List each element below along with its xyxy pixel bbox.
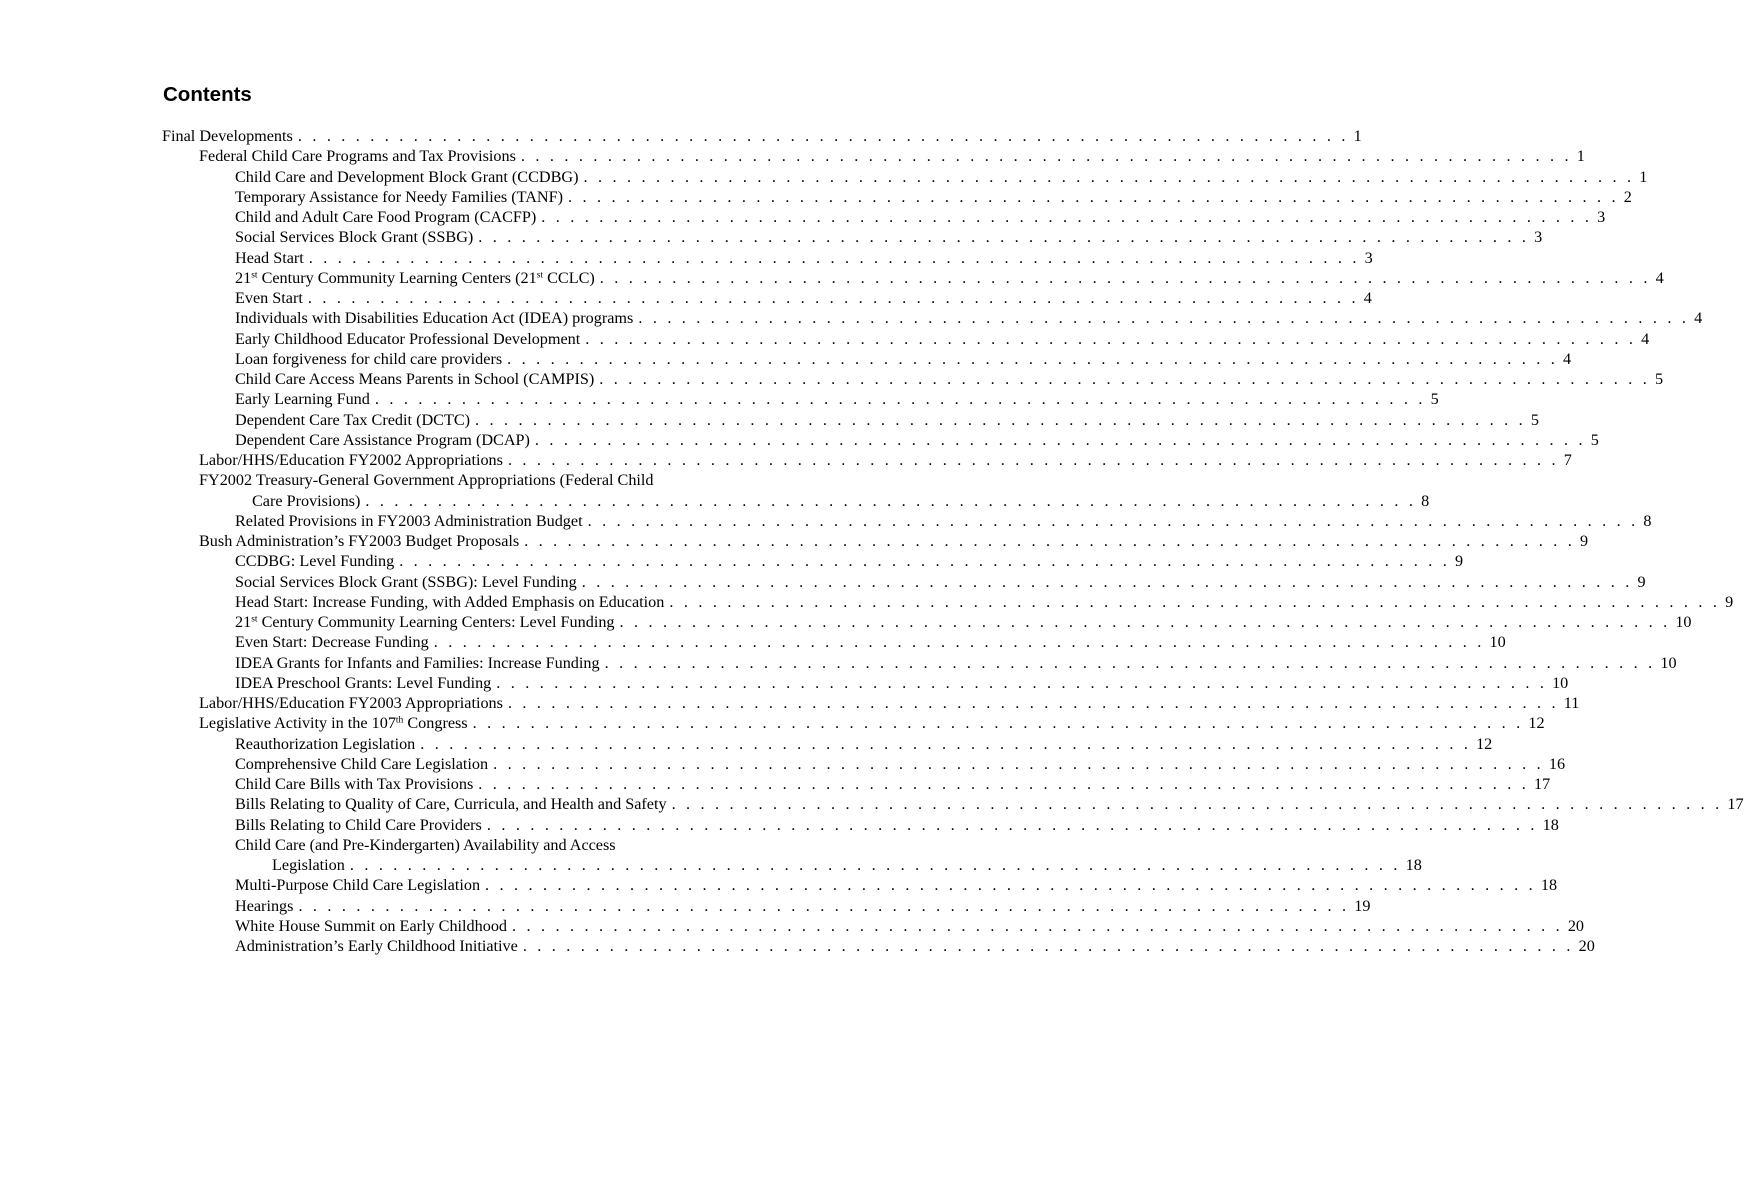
toc-entry-continuation[interactable]: [162, 855, 1422, 875]
toc-entry-page-number: 9: [1725, 592, 1734, 611]
toc-entry-page-number: 7: [1563, 451, 1572, 469]
toc-entry-page-number: 17: [1727, 795, 1744, 814]
toc-entry-title: Loan forgiveness for child care providers: [235, 349, 503, 368]
table-of-contents: [162, 126, 1744, 956]
toc-entry-title: 21st Century Community Learning Centers (21st CCLC): [235, 268, 595, 287]
dot-leader: . . . . . . . . . . . . . . . . . . . . . . . . . . . . . . . . . . . . . . . . . . . . . . . . . . . . . . . . . . . . . . . . . . . . . . . . .: [534, 430, 1586, 449]
contents-heading: Contents: [163, 83, 252, 106]
toc-entry-title: Social Services Block Grant (SSBG): [235, 228, 474, 247]
dot-leader: . . . . . . . . . . . . . . . . . . . . . . . . . . . . . . . . . . . . . . . . . . . . . . . . . . . . . . . . . . . . . . . . . . . . . . . . .: [524, 532, 1575, 550]
dot-leader: . . . . . . . . . . . . . . . . . . . . . . . . . . . . . . . . . . . . . . . . . . . . . . . . . . . . . . . . . . . . . . . . . . . . . . . . .: [478, 228, 1530, 247]
toc-entry-title: Bills Relating to Child Care Providers: [235, 815, 482, 834]
toc-entry[interactable]: [162, 146, 1585, 166]
dot-leader: . . . . . . . . . . . . . . . . . . . . . . . . . . . . . . . . . . . . . . . . . . . . . . . . . . . . . . . . . . . . . . . . . . . . . . . . .: [507, 694, 1559, 712]
toc-entry-page-number: 1: [1576, 147, 1585, 166]
dot-leader: . . . . . . . . . . . . . . . . . . . . . . . . . . . . . . . . . . . . . . . . . . . . . . . . . . . . . . . . . . . . . . . . . . . . . . . . .: [485, 876, 1536, 895]
toc-entry[interactable]: [162, 572, 1646, 592]
toc-entry-page-number: 2: [1623, 187, 1632, 206]
dot-leader: . . . . . . . . . . . . . . . . . . . . . . . . . . . . . . . . . . . . . . . . . . . . . . . . . . . . . . . . . . . . . . . . . . . . . . . . .: [507, 349, 1558, 368]
dot-leader: . . . . . . . . . . . . . . . . . . . . . . . . . . . . . . . . . . . . . . . . . . . . . . . . . . . . . . . . . . . . . . . . . . . . . . . . .: [567, 187, 1619, 206]
toc-entry[interactable]: [162, 875, 1558, 895]
dot-leader: . . . . . . . . . . . . . . . . . . . . . . . . . . . . . . . . . . . . . . . . . . . . . . . . . . . . . . . . . . . . . . . . . . . . . . . . .: [472, 714, 1524, 733]
dot-leader: . . . . . . . . . . . . . . . . . . . . . . . . . . . . . . . . . . . . . . . . . . . . . . . . . . . . . . . . . . . . . . . . . . . . . . . . .: [298, 896, 1350, 915]
toc-entry-page-number: 3: [1534, 228, 1543, 247]
toc-entry-page-number: 3: [1364, 248, 1373, 267]
toc-entry-title: IDEA Grants for Infants and Families: Increase Funding: [235, 653, 600, 672]
toc-entry[interactable]: [162, 369, 1664, 389]
dot-leader: . . . . . . . . . . . . . . . . . . . . . . . . . . . . . . . . . . . . . . . . . . . . . . . . . . . . . . . . . . . . . . . . . . . . . . . . .: [507, 451, 1559, 469]
toc-entry-page-number: 4: [1641, 329, 1650, 348]
toc-entry[interactable]: [162, 896, 1371, 916]
dot-leader: . . . . . . . . . . . . . . . . . . . . . . . . . . . . . . . . . . . . . . . . . . . . . . . . . . . . . . . . . . . . . . . . . . . . . . . . .: [599, 268, 1651, 287]
dot-leader: . . . . . . . . . . . . . . . . . . . . . . . . . . . . . . . . . . . . . . . . . . . . . . . . . . . . . . . . . . . . . . . . . . . . . . . . .: [520, 147, 1572, 166]
dot-leader: . . . . . . . . . . . . . . . . . . . . . . . . . . . . . . . . . . . . . . . . . . . . . . . . . . . . . . . . . . . . . . . . . . . . . . . . .: [638, 309, 1690, 328]
toc-entry-page-number: 18: [1405, 856, 1422, 874]
toc-entry-title: Child Care Access Means Parents in School (CAMPIS): [235, 370, 595, 388]
toc-entry-page-number: 5: [1430, 390, 1439, 409]
dot-leader: . . . . . . . . . . . . . . . . . . . . . . . . . . . . . . . . . . . . . . . . . . . . . . . . . . . . . . . . . . . . . . . . . . . . . . . . .: [349, 856, 1401, 874]
toc-entry-title: Head Start: Increase Funding, with Added Emphasis on Education: [235, 592, 665, 611]
toc-entry-title: FY2002 Treasury-General Government Appropriations (Federal Child: [199, 471, 654, 490]
toc-entry[interactable]: [162, 916, 1585, 936]
dot-leader: . . . . . . . . . . . . . . . . . . . . . . . . . . . . . . . . . . . . . . . . . . . . . . . . . . . . . . . . . . . . . . . . . . . . . . . . .: [583, 167, 1635, 186]
toc-entry-title: Individuals with Disabilities Education Act (IDEA) programs: [235, 309, 634, 328]
toc-entry[interactable]: [162, 308, 1703, 328]
dot-leader: . . . . . . . . . . . . . . . . . . . . . . . . . . . . . . . . . . . . . . . . . . . . . . . . . . . . . . . . . . . . . . . . . . . . . . . . .: [522, 937, 1574, 955]
toc-entry-page-number: 5: [1530, 410, 1539, 429]
toc-entry-page-number: 12: [1528, 714, 1545, 733]
toc-entry-title: Labor/HHS/Education FY2002 Appropriations: [199, 451, 503, 469]
toc-entry-page-number: 18: [1542, 815, 1559, 834]
toc-entry-page-number: 1: [1639, 167, 1648, 186]
toc-entry-title: Legislation: [272, 856, 345, 874]
toc-entry[interactable]: [162, 410, 1539, 430]
toc-entry-title: Care Provisions): [252, 491, 361, 510]
toc-entry[interactable]: [162, 268, 1664, 288]
toc-entry-page-number: 9: [1637, 572, 1646, 591]
toc-entry-title: Related Provisions in FY2003 Administration Budget: [235, 511, 583, 530]
toc-entry[interactable]: [162, 126, 1362, 146]
dot-leader: . . . . . . . . . . . . . . . . . . . . . . . . . . . . . . . . . . . . . . . . . . . . . . . . . . . . . . . . . . . . . . . . . . . . . . . . .: [585, 329, 1637, 348]
toc-entry[interactable]: [162, 754, 1566, 774]
toc-entry[interactable]: [162, 450, 1572, 470]
toc-entry-title: Reauthorization Legislation: [235, 734, 416, 753]
dot-leader: . . . . . . . . . . . . . . . . . . . . . . . . . . . . . . . . . . . . . . . . . . . . . . . . . . . . . . . . . . . . . . . . . . . . . . . . .: [619, 613, 1671, 631]
toc-entry[interactable]: [162, 551, 1464, 571]
toc-entry-page-number: 1: [1353, 127, 1362, 145]
dot-leader: . . . . . . . . . . . . . . . . . . . . . . . . . . . . . . . . . . . . . . . . . . . . . . . . . . . . . . . . . . . . . . . . . . . . . . . . .: [365, 491, 1417, 510]
dot-leader: . . . . . . . . . . . . . . . . . . . . . . . . . . . . . . . . . . . . . . . . . . . . . . . . . . . . . . . . . . . . . . . . . . . . . . . . .: [512, 916, 1563, 935]
toc-entry-title: Dependent Care Tax Credit (DCTC): [235, 410, 471, 429]
toc-entry[interactable]: [162, 349, 1572, 369]
toc-entry-title: Even Start: [235, 289, 303, 307]
toc-entry-continuation[interactable]: [162, 491, 1430, 511]
toc-entry-title: Administration’s Early Childhood Initiative: [235, 937, 518, 955]
dot-leader: . . . . . . . . . . . . . . . . . . . . . . . . . . . . . . . . . . . . . . . . . . . . . . . . . . . . . . . . . . . . . . . . . . . . . . . . .: [297, 127, 1349, 145]
toc-entry-title: Labor/HHS/Education FY2003 Appropriations: [199, 694, 503, 712]
toc-entry[interactable]: [162, 734, 1493, 754]
toc-entry-page-number: 17: [1534, 775, 1551, 793]
toc-entry-title: Even Start: Decrease Funding: [235, 633, 429, 652]
toc-entry[interactable]: [162, 774, 1551, 794]
toc-entry[interactable]: [162, 187, 1632, 207]
toc-entry-page-number: 20: [1578, 937, 1595, 955]
toc-entry-page-number: 10: [1660, 653, 1677, 672]
toc-entry-page-number: 10: [1552, 673, 1569, 692]
toc-entry[interactable]: [162, 835, 758, 855]
toc-entry-title: Hearings: [235, 896, 294, 915]
toc-entry-title: Legislative Activity in the 107th Congress: [199, 714, 468, 733]
toc-entry-page-number: 5: [1590, 430, 1599, 449]
dot-leader: . . . . . . . . . . . . . . . . . . . . . . . . . . . . . . . . . . . . . . . . . . . . . . . . . . . . . . . . . . . . . . . . . . . . . . . . .: [671, 795, 1723, 814]
toc-entry-page-number: 19: [1354, 896, 1371, 915]
dot-leader: . . . . . . . . . . . . . . . . . . . . . . . . . . . . . . . . . . . . . . . . . . . . . . . . . . . . . . . . . . . . . . . . . . . . . . . . .: [420, 734, 1472, 753]
toc-entry-title: Bush Administration’s FY2003 Budget Proposals: [199, 532, 520, 550]
toc-entry-title: Early Childhood Educator Professional Development: [235, 329, 581, 348]
toc-entry-title: 21st Century Community Learning Centers: Level Funding: [235, 613, 615, 631]
toc-entry-title: Bills Relating to Quality of Care, Curricula, and Health and Safety: [235, 795, 667, 814]
toc-entry-title: Child Care and Development Block Grant (CCDBG): [235, 167, 579, 186]
toc-entry-title: Early Learning Fund: [235, 390, 370, 409]
dot-leader: . . . . . . . . . . . . . . . . . . . . . . . . . . . . . . . . . . . . . . . . . . . . . . . . . . . . . . . . . . . . . . . . . . . . . . . . .: [496, 673, 1548, 692]
dot-leader: . . . . . . . . . . . . . . . . . . . . . . . . . . . . . . . . . . . . . . . . . . . . . . . . . . . . . . . . . . . . . . . . . . . . . . . . .: [493, 754, 1544, 773]
toc-entry-page-number: 10: [1675, 613, 1692, 631]
toc-entry-title: CCDBG: Level Funding: [235, 552, 395, 571]
dot-leader: . . . . . . . . . . . . . . . . . . . . . . . . . . . . . . . . . . . . . . . . . . . . . . . . . . . . . . . . . . . . . . . . . . . . . . . . .: [475, 410, 1526, 429]
toc-entry-title: Temporary Assistance for Needy Families (TANF): [235, 187, 563, 206]
toc-entry-title: Federal Child Care Programs and Tax Provisions: [199, 147, 516, 166]
toc-entry-title: IDEA Preschool Grants: Level Funding: [235, 673, 492, 692]
toc-entry[interactable]: [162, 207, 1606, 227]
toc-entry[interactable]: [162, 511, 1652, 531]
toc-entry-title: Child Care (and Pre-Kindergarten) Availability and Access: [235, 835, 616, 854]
toc-entry[interactable]: [162, 389, 1439, 409]
toc-entry[interactable]: [162, 167, 1648, 187]
dot-leader: . . . . . . . . . . . . . . . . . . . . . . . . . . . . . . . . . . . . . . . . . . . . . . . . . . . . . . . . . . . . . . . . . . . . . . . . .: [541, 208, 1593, 226]
dot-leader: . . . . . . . . . . . . . . . . . . . . . . . . . . . . . . . . . . . . . . . . . . . . . . . . . . . . . . . . . . . . . . . . . . . . . . . . .: [486, 815, 1538, 834]
dot-leader: . . . . . . . . . . . . . . . . . . . . . . . . . . . . . . . . . . . . . . . . . . . . . . . . . . . . . . . . . . . . . . . . . . . . . . . . .: [307, 289, 1359, 307]
dot-leader: . . . . . . . . . . . . . . . . . . . . . . . . . . . . . . . . . . . . . . . . . . . . . . . . . . . . . . . . . . . . . . . . . . . . . . . . .: [399, 552, 1450, 571]
toc-entry-title: Final Developments: [162, 127, 293, 145]
toc-entry-page-number: 16: [1548, 754, 1566, 773]
toc-entry-page-number: 4: [1694, 309, 1703, 328]
dot-leader: . . . . . . . . . . . . . . . . . . . . . . . . . . . . . . . . . . . . . . . . . . . . . . . . . . . . . . . . . . . . . . . . . . . . . . . . .: [604, 653, 1656, 672]
dot-leader: . . . . . . . . . . . . . . . . . . . . . . . . . . . . . . . . . . . . . . . . . . . . . . . . . . . . . . . . . . . . . . . . . . . . . . . . .: [478, 775, 1530, 793]
dot-leader: . . . . . . . . . . . . . . . . . . . . . . . . . . . . . . . . . . . . . . . . . . . . . . . . . . . . . . . . . . . . . . . . . . . . . . . . .: [587, 511, 1639, 530]
dot-leader: . . . . . . . . . . . . . . . . . . . . . . . . . . . . . . . . . . . . . . . . . . . . . . . . . . . . . . . . . . . . . . . . . . . . . . . . .: [308, 248, 1360, 267]
toc-entry-page-number: 20: [1567, 916, 1585, 935]
toc-entry[interactable]: [162, 329, 1650, 349]
toc-entry[interactable]: [162, 248, 1373, 268]
toc-entry[interactable]: [162, 936, 1595, 956]
toc-entry-title: Dependent Care Assistance Program (DCAP): [235, 430, 530, 449]
toc-entry[interactable]: [162, 713, 1545, 733]
dot-leader: . . . . . . . . . . . . . . . . . . . . . . . . . . . . . . . . . . . . . . . . . . . . . . . . . . . . . . . . . . . . . . . . . . . . . . . . .: [581, 572, 1633, 591]
toc-entry-page-number: 4: [1363, 289, 1372, 307]
toc-entry-title: White House Summit on Early Childhood: [235, 916, 508, 935]
toc-entry-page-number: 4: [1562, 349, 1572, 368]
toc-entry[interactable]: [162, 673, 1569, 693]
toc-entry-page-number: 3: [1597, 208, 1606, 226]
toc-entry-title: Comprehensive Child Care Legislation: [235, 754, 489, 773]
toc-entry-title: Head Start: [235, 248, 304, 267]
toc-entry[interactable]: [162, 531, 1589, 551]
dot-leader: . . . . . . . . . . . . . . . . . . . . . . . . . . . . . . . . . . . . . . . . . . . . . . . . . . . . . . . . . . . . . . . . . . . . . . . . .: [433, 633, 1485, 652]
toc-entry[interactable]: [162, 653, 1677, 673]
dot-leader: . . . . . . . . . . . . . . . . . . . . . . . . . . . . . . . . . . . . . . . . . . . . . . . . . . . . . . . . . . . . . . . . . . . . . . . . .: [374, 390, 1426, 409]
toc-entry-title: Multi-Purpose Child Care Legislation: [235, 876, 481, 895]
toc-entry-page-number: 12: [1476, 734, 1493, 753]
toc-entry-page-number: 18: [1540, 876, 1558, 895]
dot-leader: . . . . . . . . . . . . . . . . . . . . . . . . . . . . . . . . . . . . . . . . . . . . . . . . . . . . . . . . . . . . . . . . . . . . . . . . .: [599, 370, 1651, 388]
dot-leader: . . . . . . . . . . . . . . . . . . . . . . . . . . . . . . . . . . . . . . . . . . . . . . . . . . . . . . . . . . . . . . . . . . . . . . . . .: [669, 592, 1721, 611]
toc-entry-page-number: 11: [1563, 694, 1580, 712]
toc-entry-page-number: 4: [1655, 268, 1664, 287]
toc-entry-page-number: 8: [1421, 491, 1430, 510]
toc-entry-page-number: 10: [1489, 633, 1506, 652]
toc-entry-page-number: 5: [1655, 370, 1664, 388]
toc-entry-page-number: 9: [1454, 552, 1464, 571]
toc-entry-page-number: 9: [1579, 532, 1589, 550]
toc-entry-page-number: 8: [1643, 511, 1652, 530]
toc-entry[interactable]: [162, 632, 1506, 652]
toc-entry[interactable]: [162, 693, 1580, 713]
toc-entry[interactable]: [162, 470, 758, 490]
toc-entry-title: Child Care Bills with Tax Provisions: [235, 775, 474, 793]
toc-entry[interactable]: [162, 612, 1692, 632]
toc-entry-title: Social Services Block Grant (SSBG): Level Funding: [235, 572, 577, 591]
toc-entry[interactable]: [162, 794, 1744, 814]
toc-entry[interactable]: [162, 592, 1734, 612]
toc-entry[interactable]: [162, 430, 1599, 450]
toc-entry[interactable]: [162, 227, 1543, 247]
toc-entry[interactable]: [162, 815, 1559, 835]
toc-entry[interactable]: [162, 288, 1372, 308]
toc-entry-title: Child and Adult Care Food Program (CACFP): [235, 208, 537, 226]
